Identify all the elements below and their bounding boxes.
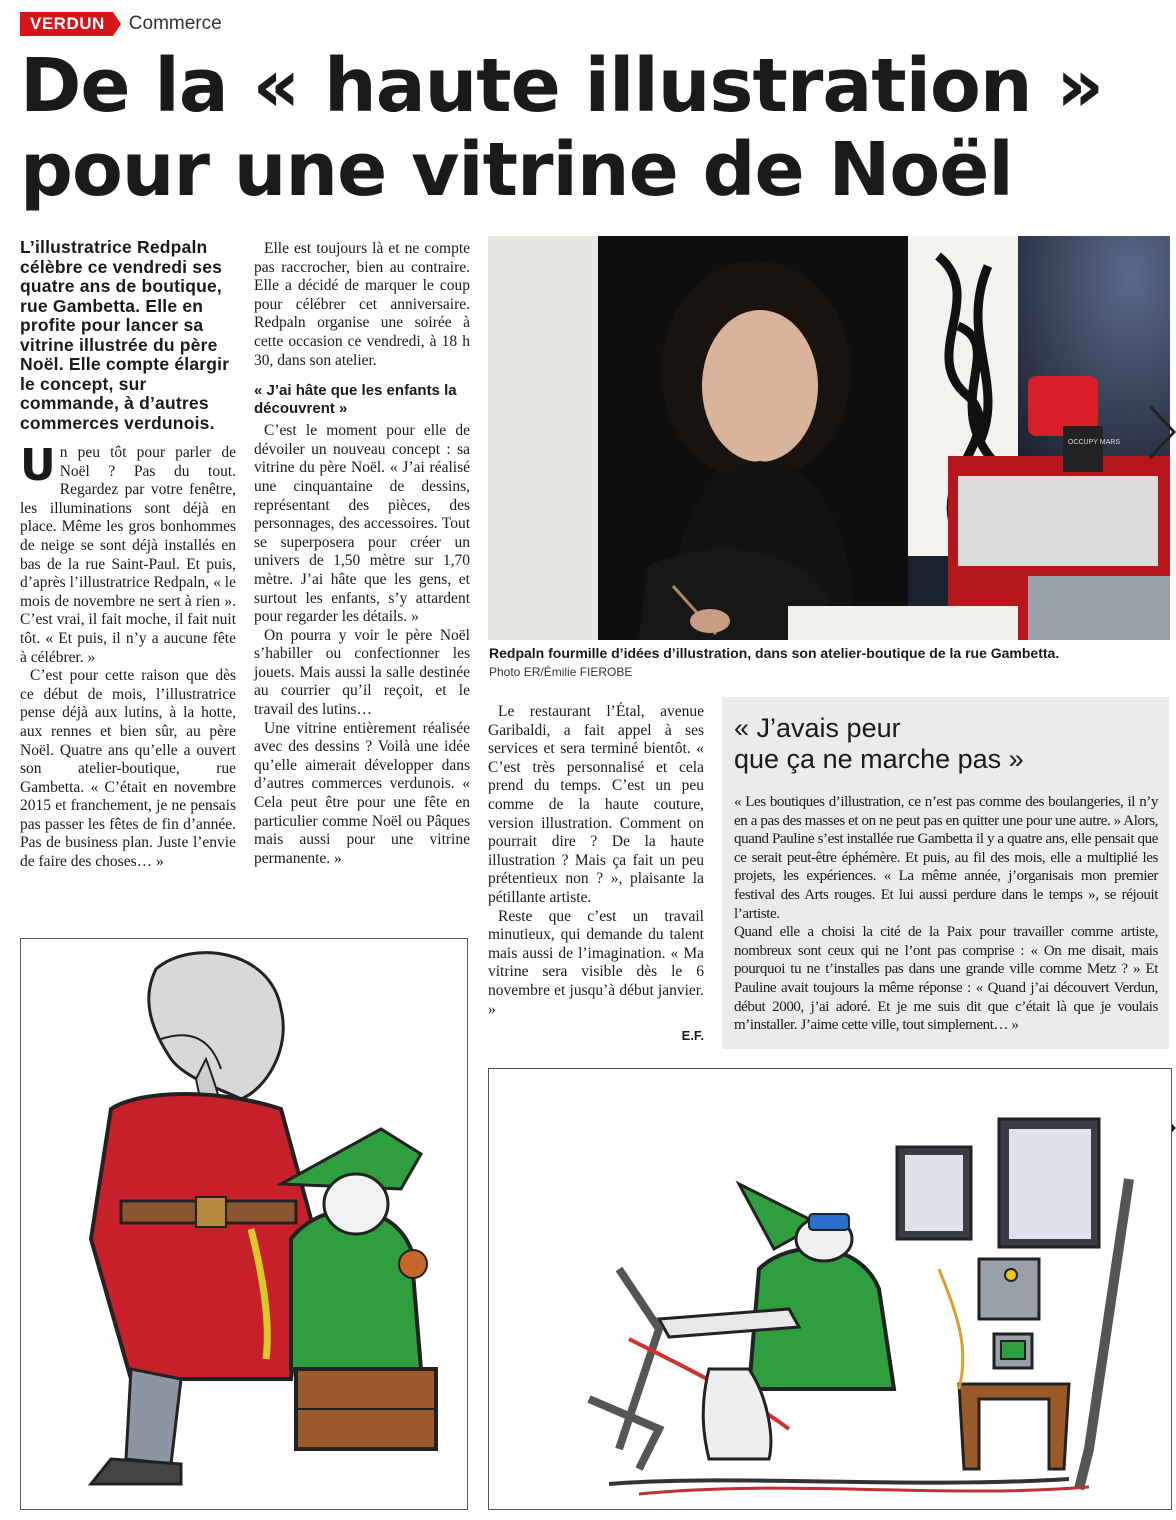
article-column-3 bbox=[488, 703, 704, 1046]
paragraph: Une vitrine entièrement réalisée avec des dessins ? Voilà une idée qu’elle aimerait développer dans d’autres commerces verdunois. « Cela peut être pour une fête en particulier comme Noël ou Pâques mais aussi pour une vitrine permanente. » bbox=[254, 719, 470, 867]
paragraph: « Les boutiques d’illustration, ce n’est pas comme des boulangeries, il n’y en a pas des masses et on ne peut pas en quitter une pour une autre. » Alors, quand Pauline s’est installée rue Gambetta il y a quatre ans, elle pensait que ce serait peut-être éphémère. Et puis, au fil des mois, elle a multiplié les projets, les expériences. « La même année, j’organisais mon premier festival des Arts rouges. Et lui aussi perdure dans le temps », se réjouit l’artiste. bbox=[734, 794, 1158, 922]
mug-text: OCCUPY MARS bbox=[1068, 439, 1120, 446]
box-title-line-1: « J’avais peur bbox=[734, 713, 901, 743]
box-title bbox=[734, 713, 1154, 775]
article-lead: L’illustratrice Redpaln célèbre ce vendredi ses quatre ans de boutique, rue Gambetta. Elle en profite pour lancer sa vitrine illustrée du père Noël. Elle compte élargir le concept, sur commande, à d’autres commerces verdunois. bbox=[20, 237, 230, 433]
headline-line-2: pour une vitrine de Noël bbox=[20, 127, 1013, 213]
paragraph: Elle est toujours là et ne compte pas raccrocher, bien au contraire. Elle a décidé de marquer le coup pour célébrer cet anniversaire. Redpaln organise une soirée à cette occasion ce vendredi, à 18 h 30, dans son atelier. bbox=[254, 240, 470, 369]
illustration-santa bbox=[20, 938, 468, 1510]
category-label: Commerce bbox=[128, 13, 222, 34]
illustration-elf-computer bbox=[488, 1068, 1172, 1510]
photo-caption: Redpaln fourmille d’idées d’illustration, dans son atelier-boutique de la rue Gambetta. bbox=[489, 645, 1060, 661]
sidebar-box bbox=[722, 697, 1169, 1049]
section-tag bbox=[20, 12, 222, 36]
paragraph: On pourra y voir le père Noël s’habiller ou confectionner les jouets. Mais aussi la salle destinée au courrier qu’il reçoit, et le travail des lutins… bbox=[254, 626, 470, 719]
article-photo bbox=[488, 236, 1170, 640]
photo-credit: Photo ER/Émilie FIEROBE bbox=[489, 665, 633, 679]
paragraph: C’est pour cette raison que dès ce début de mois, l’illustratrice pense déjà aux lutins, à la hotte, aux rennes et bien sûr, au père Noël. Quatre ans qu’elle a ouvert son atelier-boutique, rue Gambetta. « C’était en novembre 2015 et franchement, je ne pensais pas passer les fêtes de fin d’année. Pas de business plan. Juste l’envie de faire des choses… » bbox=[20, 667, 236, 871]
paragraph: n peu tôt pour parler de Noël ? Pas du tout. Regardez par votre fenêtre, les illuminations sont déjà en place. Même les gros bonhommes de neige se sont déjà installés en bas de la rue Saint-Paul. Et puis, d’après l’illustratrice Redpaln, « le mois de novembre ne sert à rien ». C’est vrai, il fait moche, il fait nuit tôt. « Et puis, il n’y a aucune fête à célébrer. » bbox=[20, 444, 236, 666]
next-arrow-icon[interactable] bbox=[1146, 402, 1176, 462]
box-title-line-2: que ça ne marche pas » bbox=[734, 744, 1024, 774]
drop-cap: U bbox=[20, 440, 56, 491]
paragraph: Le restaurant l’Étal, avenue Garibaldi, a fait appel à ses services et sera terminé bientôt. « C’est très personnalisé et cela prend du temps. C’est un peu comme de la haute couture, version illustration. Comment on pourrait dire ? De la haute illustration ? Mais ça fait un peu prétentieux non ? », plaisante la pétillante artiste. bbox=[488, 703, 704, 906]
subheading: « J’ai hâte que les enfants la découvrent » bbox=[254, 382, 457, 418]
headline bbox=[20, 44, 1140, 212]
box-body bbox=[734, 793, 1158, 1035]
headline-line-1: De la « haute illustration » bbox=[20, 43, 1104, 129]
article-column-1 bbox=[20, 440, 236, 872]
section-label: VERDUN bbox=[20, 12, 113, 36]
page-footer-strip bbox=[0, 1510, 1176, 1520]
paragraph: C’est le moment pour elle de dévoiler un nouveau concept : sa vitrine du père Noël. « J’ai réalisé une cinquantaine de dessins, représentant des pièces, des personnages, des accessoires. Tout se superposera pour créer un univers de 1,50 mètre sur 1,70 mètre. J’ai hâte que les gens, et surtout les enfants, s’y attardent pour regarder les détails. » bbox=[254, 422, 470, 626]
article-column-2 bbox=[254, 240, 470, 868]
author-signature: E.F. bbox=[681, 1028, 704, 1044]
paragraph: Reste que c’est un travail minutieux, qui demande du talent mais aussi de l’imagination. « Ma vitrine sera visible dès le 6 novembre et jusqu’à début janvier. » bbox=[488, 907, 704, 1018]
paragraph: Quand elle a choisi la cité de la Paix pour travailler comme artiste, nombreux sont ceux qui ne l’ont pas comprise : « On me disait, mais pourquoi tu ne t’installes pas dans une grande ville comme Metz ? » Et Pauline avait toujours la même réponse : « Quand j’ai découvert Verdun, début 2000, j’ai adoré. Et je me suis dit que c’était là que je voulais m’installer. J’aime cette ville, tout simplement… » bbox=[734, 924, 1158, 1034]
